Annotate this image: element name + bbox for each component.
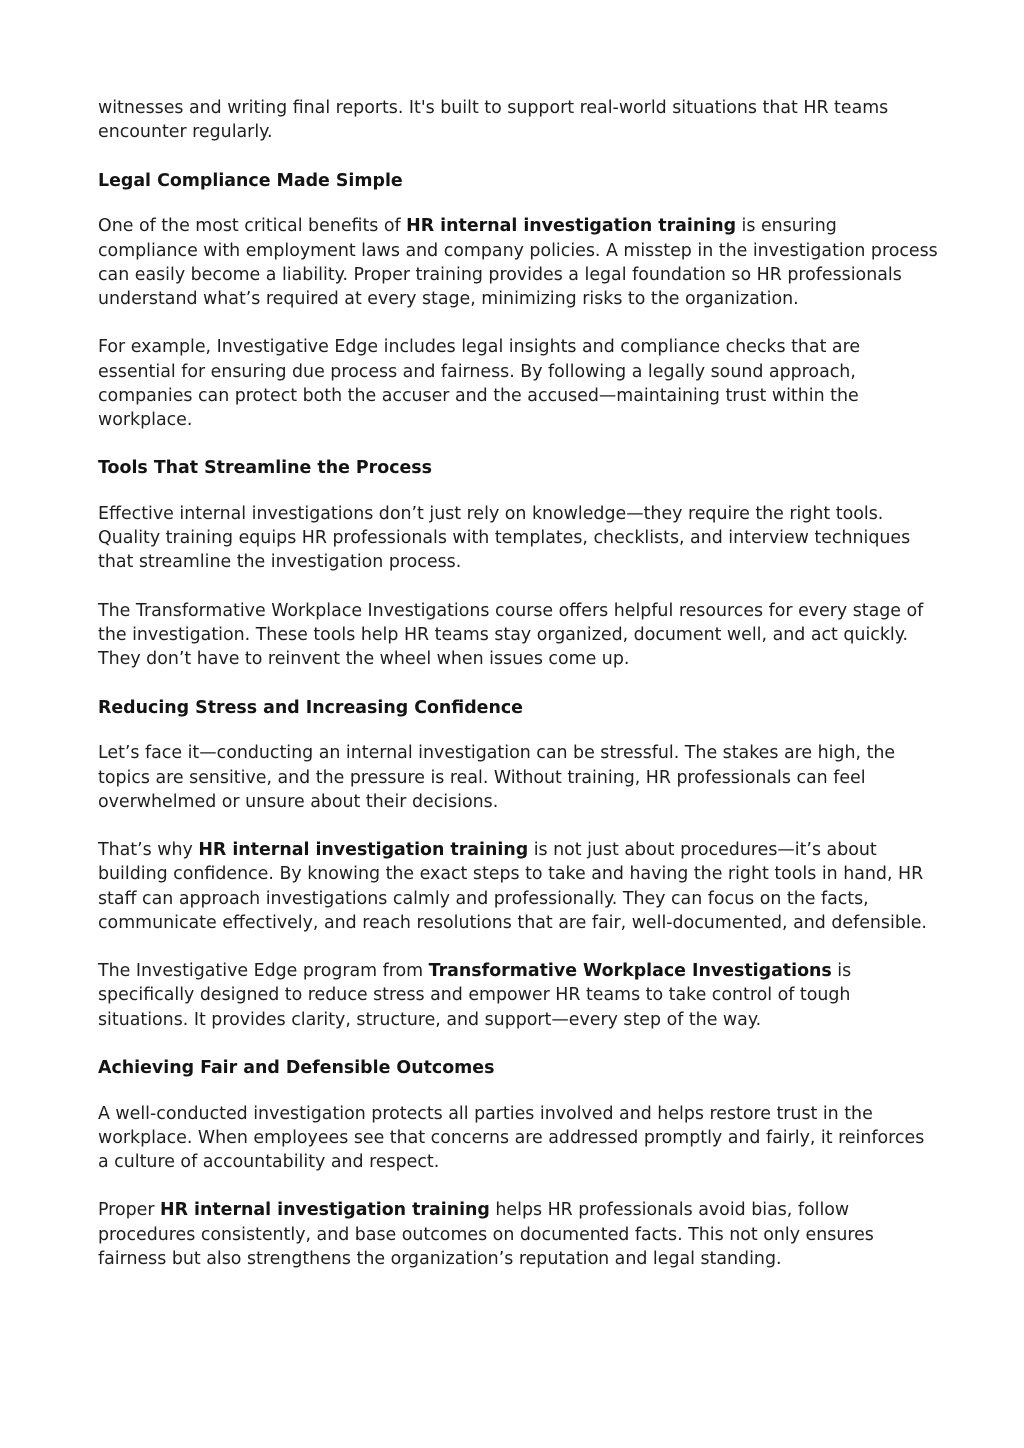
heading-tools: Tools That Streamline the Process: [98, 458, 432, 479]
heading-outcomes: Achieving Fair and Defensible Outcomes: [98, 1057, 495, 1078]
intro-paragraph: [98, 96, 938, 144]
stress-paragraph-2: [98, 838, 938, 935]
stress-p3-keyword: Transformative Workplace Investigations: [428, 961, 832, 982]
stress-paragraph-1: Let’s face it—conducting an internal investigation can be stressful. The stakes are high, the topics are sensitive, and the pressure is real. Without training, HR professionals can feel overwhelmed or unsure about their decisions.: [98, 743, 896, 812]
legal-p1-text-a: One of the most critical benefits of: [98, 216, 407, 237]
intro-text: witnesses and writing final reports. It's built to support real-world situations that HR teams encounter regularly.: [98, 98, 889, 143]
legal-p1-text-c: is ensuring compliance with employment laws and company policies. A misstep in the investigation process can easily become a liability. Proper training provides a legal foundation so HR professionals understand what’s required at every stage, minimizing risks to the organization.: [98, 216, 938, 309]
stress-p2-text-c: is not just about procedures—it’s about building confidence. By knowing the exact steps to take and having the right tools in hand, HR staff can approach investigations calmly and professionally. They can focus on the facts, communicate effectively, and reach resolutions that are fair, well-documented, and defensible.: [98, 840, 927, 933]
legal-p1-keyword: HR internal investigation training: [406, 216, 737, 237]
tools-paragraph-1: Effective internal investigations don’t just rely on knowledge—they require the right tools. Quality training equips HR professionals with templates, checklists, and interview techniques that streamline the investigation process.: [98, 504, 911, 573]
outcomes-paragraph-2: [98, 1198, 938, 1271]
stress-paragraph-3: [98, 959, 938, 1032]
outcomes-p2-text-a: Proper: [98, 1200, 161, 1221]
document-page: [98, 96, 938, 1295]
heading-stress: Reducing Stress and Increasing Confidence: [98, 697, 523, 718]
stress-p2-text-a: That’s why: [98, 840, 199, 861]
tools-paragraph-2: The Transformative Workplace Investigations course offers helpful resources for every stage of the investigation. These tools help HR teams stay organized, document well, and act quickly. They don’t have to reinvent the wheel when issues come up.: [98, 600, 924, 670]
stress-p2-keyword: HR internal investigation training: [198, 840, 529, 861]
heading-legal-compliance: Legal Compliance Made Simple: [98, 170, 403, 191]
stress-p3-text-c: is specifically designed to reduce stress and empower HR teams to take control of tough situations. It provides clarity, structure, and support—every step of the way.: [98, 961, 852, 1030]
outcomes-p2-keyword: HR internal investigation training: [160, 1200, 490, 1221]
outcomes-paragraph-1: A well-conducted investigation protects all parties involved and helps restore trust in the workplace. When employees see that concerns are addressed promptly and fairly, it reinforces a culture of accountability and respect.: [98, 1103, 925, 1172]
stress-p3-text-a: The Investigative Edge program from: [98, 961, 429, 982]
legal-paragraph-1: [98, 214, 938, 311]
legal-paragraph-2: For example, Investigative Edge includes legal insights and compliance checks that are essential for ensuring due process and fairness. By following a legally sound approach, companies can protect both the accuser and the accused—maintaining trust within the workplace.: [98, 337, 861, 430]
outcomes-p2-text-c: helps HR professionals avoid bias, follow procedures consistently, and base outcomes on documented facts. This not only ensures fairness but also strengthens the organization’s reputation and legal standing.: [98, 1200, 874, 1269]
